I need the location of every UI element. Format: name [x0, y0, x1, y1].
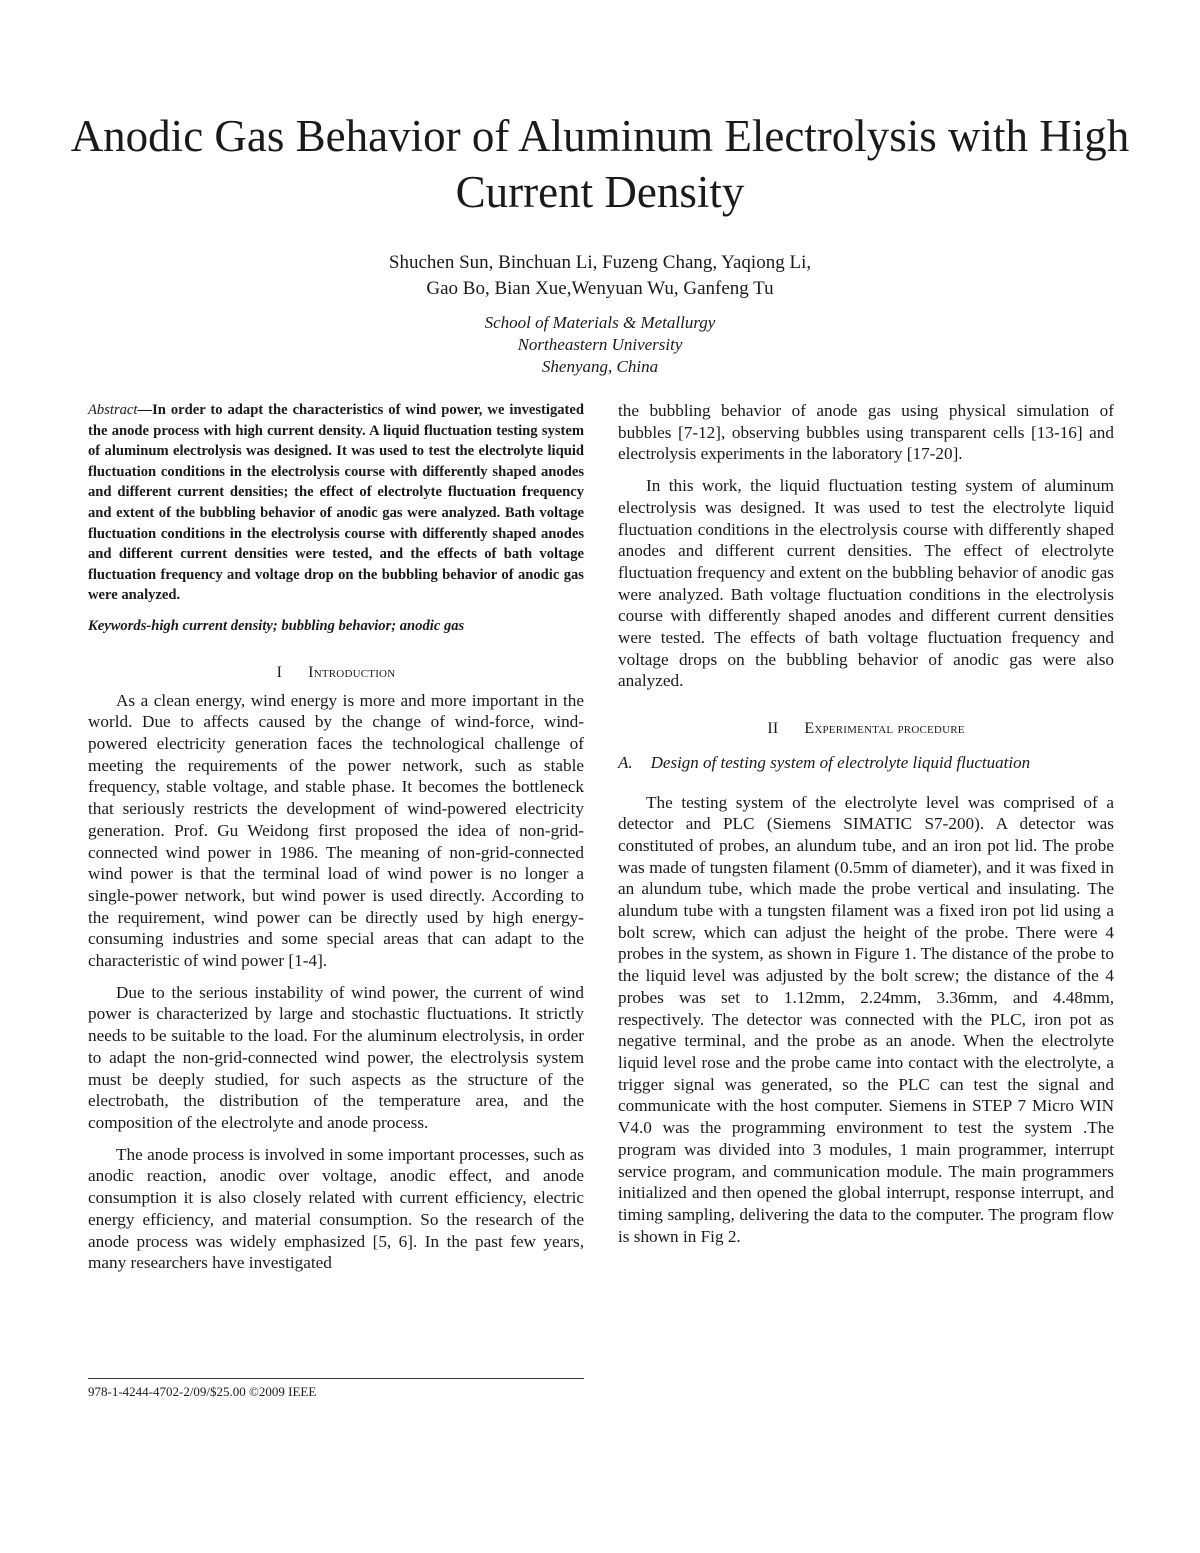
section-heading-experimental — [618, 718, 1114, 740]
abstract-lead: Abstract — [88, 402, 138, 418]
affiliation-line-3: Shenyang, China — [541, 357, 659, 376]
section-number: I — [276, 663, 283, 681]
intro-paragraph-1: As a clean energy, wind energy is more and more important in the world. Due to affects caused by the change of wind-force, wind-powered electricity generation faces the technological challenge of meeting the requirements of the power network, such as stable frequency, stable voltage, and stable phase. It becomes the bottleneck that seriously restricts the development of wind-powered electricity generation. Prof. Gu Weidong first proposed the idea of non-grid-connected wind power in 1986. The meaning of non-grid-connected wind power is that the terminal load of wind power is no longer a single-power network, but wind power is used directly. According to the requirement, wind power can be directly used by high energy-consuming industries and some special areas that can adapt to the characteristic of wind power [1-4]. — [88, 690, 584, 971]
abstract-dash: — — [137, 402, 153, 418]
section-heading-introduction — [88, 662, 584, 684]
section-title: Introduction — [308, 663, 396, 681]
abstract — [88, 400, 584, 606]
intro-continuation: the bubbling behavior of anode gas using physical simulation of bubbles [7-12], observing bubbles using transparent cells [13-16] and electrolysis experiments in the laboratory [17-20]. — [618, 401, 1114, 464]
affiliation-line-2: Northeastern University — [517, 335, 683, 354]
section-title: Experimental procedure — [804, 720, 965, 738]
abstract-text: In order to adapt the characteristics of wind power, we investigated the anode process with high current density. A liquid fluctuation testing system of aluminum electrolysis was designed. It was used to test the electrolyte liquid fluctuation conditions in the electrolysis course with differently shaped anodes and different current densities; the effect of electrolyte fluctuation frequency and extent of the bubbling behavior of anodic gas were analyzed. Bath voltage fluctuation conditions in the electrolysis course with differently shaped anodes and different current densities were tested, and the effects of bath voltage fluctuation frequency and voltage drop on the bubbling behavior of anodic gas were analyzed. — [88, 402, 584, 604]
experimental-paragraph-1: The testing system of the electrolyte level was comprised of a detector and PLC (Siemens SIMATIC S7-200). A detector was constituted of probes, an alundum tube, and an iron pot lid. The probe was made of tungsten filament (0.5mm of diameter), and it was fixed in an alundum tube, which made the probe vertical and insulating. The alundum tube with a tungsten filament was a fixed iron pot lid using a bolt screw, which can adjust the height of the probe. There were 4 probes in the system, as shown in Figure 1. The distance of the probe to the liquid level was adjusted by the bolt screw; the distance of the 4 probes was set to 1.12mm, 2.24mm, 3.36mm, and 4.48mm, respectively. The detector was connected with the PLC, iron pot as negative terminal, and the probe as an anode. When the electrolyte liquid level rose and the probe came into contact with the electrolyte, a trigger signal was generated, so the PLC can test the signal and communicate with the host computer. Siemens in STEP 7 Micro WIN V4.0 was the programming environment to test the system .The program was divided into 3 modules, 1 main programmer, interrupt service program, and communication module. The main programmers initialized and then opened the global interrupt, response interrupt, and timing sampling, delivering the data to the computer. The program flow is shown in Fig 2. — [618, 792, 1114, 1246]
keywords: Keywords-high current density; bubbling behavior; anodic gas — [88, 617, 465, 634]
author-list — [200, 250, 1000, 302]
authors-line-2: Gao Bo, Bian Xue,Wenyuan Wu, Ganfeng Tu — [426, 278, 774, 299]
left-column — [88, 400, 584, 1284]
intro-paragraph-2: Due to the serious instability of wind power, the current of wind power is characterized by large and stochastic fluctuations. It strictly needs to be suitable to the load. For the aluminum electrolysis, in order to adapt the non-grid-connected wind power, the electrolysis system must be deeply studied, for such aspects as the structure of the electrobath, the distribution of the temperature area, and the composition of the electrolyte and anode process. — [88, 982, 584, 1132]
authors-line-1: Shuchen Sun, Binchuan Li, Fuzeng Chang, Yaqiong Li, — [388, 252, 812, 273]
subsection-heading — [618, 752, 1114, 774]
affiliation-line-1: School of Materials & Metallurgy — [484, 313, 716, 332]
intro-paragraph-4: In this work, the liquid fluctuation testing system of aluminum electrolysis was designed. It was used to test the electrolyte liquid fluctuation conditions in the electrolysis course with differently shaped anodes and different current densities. The effect of electrolyte fluctuation frequency and extent on the bubbling behavior of anodic gas were analyzed. Bath voltage fluctuation conditions in the electrolysis course with differently shaped anodes and different current densities were tested. The effects of bath voltage fluctuation frequency and voltage drops on the bubbling behavior of anodic gas were also analyzed. — [618, 476, 1114, 691]
affiliation — [300, 312, 900, 378]
right-column — [618, 400, 1114, 1257]
intro-paragraph-3: The anode process is involved in some important processes, such as anodic reaction, anodic over voltage, anodic effect, and anode consumption it is also closely related with current efficiency, electric energy efficiency, and material consumption. So the research of the anode process was widely emphasized [5, 6]. In the past few years, many researchers have investigated — [88, 1144, 584, 1273]
subsection-title: Design of testing system of electrolyte liquid fluctuation — [650, 752, 1031, 772]
footer-divider — [88, 1378, 584, 1379]
section-number: II — [767, 720, 779, 738]
subsection-letter: A. — [618, 752, 633, 772]
copyright-footer: 978-1-4244-4702-2/09/$25.00 ©2009 IEEE — [88, 1384, 317, 1399]
paper-title: Anodic Gas Behavior of Aluminum Electrolysis with High Current Density — [70, 111, 1130, 217]
